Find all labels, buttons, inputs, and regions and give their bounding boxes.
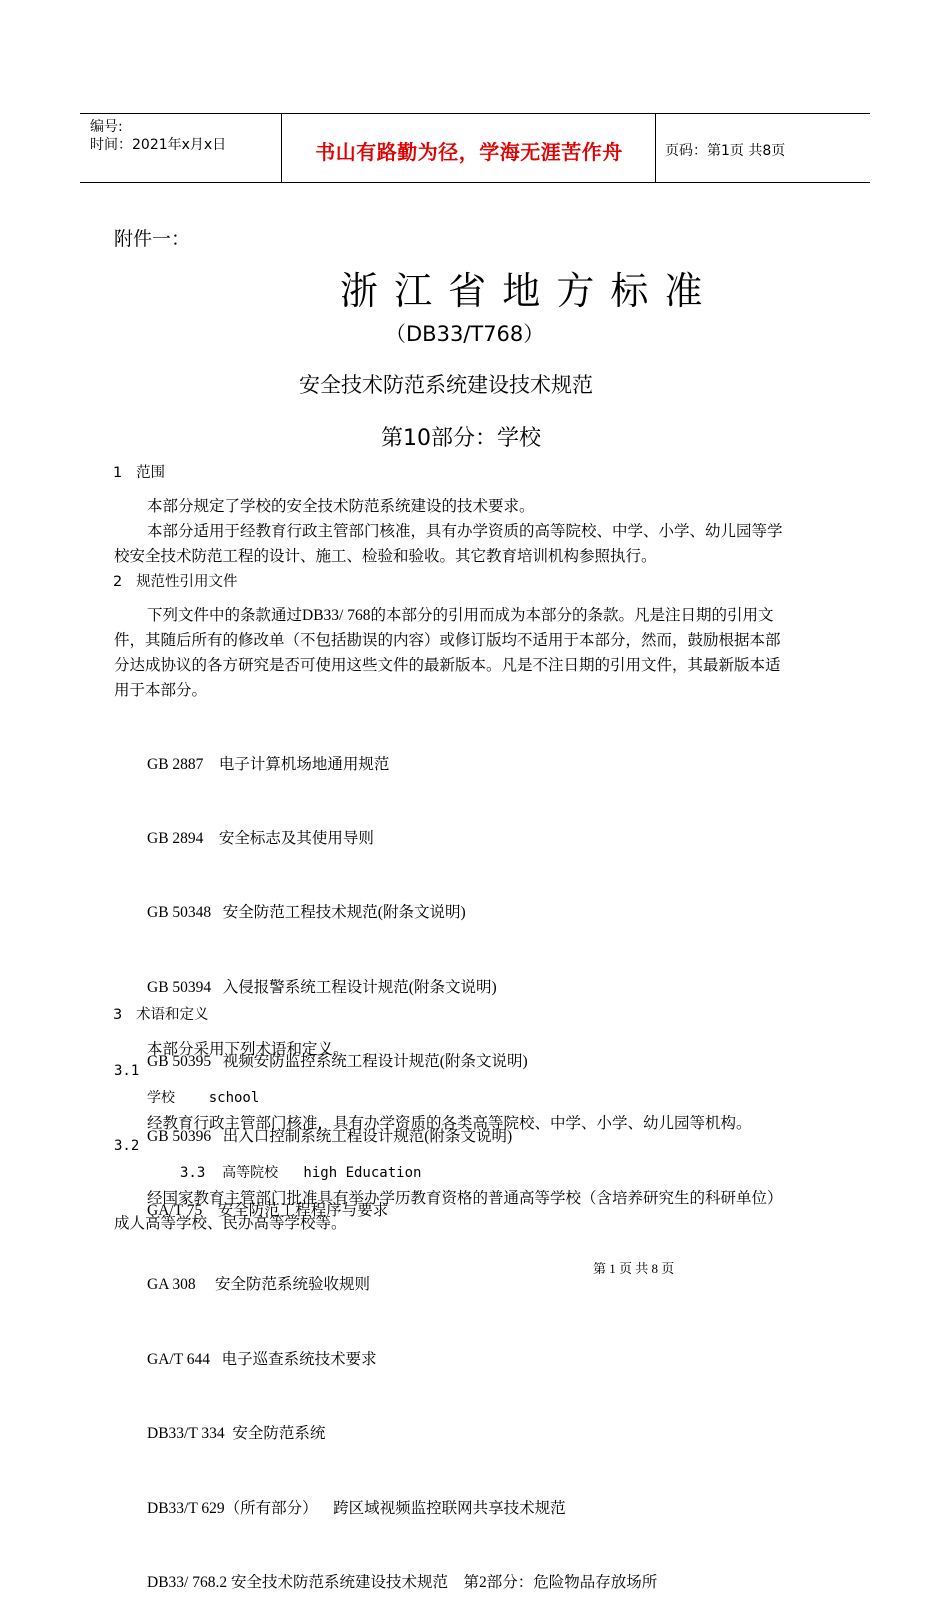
paragraph: 本部分适用于经教育行政主管部门核准，具有办学资质的高等院校、中学、小学、幼儿园等学 — [147, 523, 783, 540]
paragraph: 分达成协议的各方研究是否可使用这些文件的最新版本。凡是不注日期的引用文件，其最新版本适 — [114, 657, 781, 674]
header-divider — [655, 114, 656, 182]
attachment-label: 附件一： — [114, 228, 191, 250]
term: 学校 school — [147, 1090, 260, 1106]
page-footer: 第 1 页 共 8 页 — [593, 1261, 675, 1276]
reference-item: GA/T 75 安全防范工程程序与要求 — [147, 1201, 389, 1219]
section-number: 1 — [113, 465, 123, 481]
definition: 经教育行政主管部门核准，具有办学资质的各类高等院校、中学、小学、幼儿园等机构。 — [147, 1115, 752, 1132]
reference-item: DB33/ 768.2 安全技术防范系统建设技术规范 第2部分：危险物品存放场所 — [147, 1573, 658, 1591]
page-header — [80, 113, 870, 183]
header-motto: 书山有路勤为径，学海无涯苦作舟 — [315, 140, 623, 164]
clause-number: 3.1 — [114, 1063, 140, 1079]
paragraph: 本部分规定了学校的安全技术防范系统建设的技术要求。 — [147, 498, 535, 515]
header-meta — [90, 118, 226, 154]
reference-item: DB33/T 334 安全防范系统 — [147, 1425, 326, 1443]
reference-item: GB 50394 入侵报警系统工程设计规范(附条文说明) — [147, 978, 497, 996]
paragraph: 本部分采用下列术语和定义。 — [147, 1041, 349, 1058]
document-title: 浙 江 省 地 方 标 准 — [340, 269, 705, 313]
section-title: 范围 — [136, 465, 166, 481]
definition: 经国家教育主管部门批准具有举办学历教育资格的普通高等学校（含培养研究生的科研单位） — [147, 1190, 783, 1207]
reference-item: GB 50348 安全防范工程技术规范(附条文说明) — [147, 904, 466, 922]
reference-item: DB33/T 629（所有部分） 跨区域视频监控联网共享技术规范 — [147, 1499, 566, 1517]
reference-item: GA/T 644 电子巡查系统技术要求 — [147, 1350, 377, 1368]
paragraph: 下列文件中的条款通过DB33/ 768的本部分的引用而成为本部分的条款。凡是注日期的引用文 — [147, 607, 774, 624]
header-page-label: 页码：第1页 共8页 — [665, 143, 786, 159]
document-part: 第10部分：学校 — [381, 426, 541, 451]
paragraph: 用于本部分。 — [114, 682, 208, 699]
paragraph: 校安全技术防范工程的设计、施工、检验和验收。其它教育培训机构参照执行。 — [114, 548, 657, 565]
reference-item: GB 50395 视频安防监控系统工程设计规范(附条文说明) — [147, 1053, 528, 1071]
section-title: 规范性引用文件 — [136, 574, 238, 590]
document-code: （DB33/T768） — [385, 322, 545, 346]
document-subtitle: 安全技术防范系统建设技术规范 — [299, 373, 593, 397]
definition: 成人高等学校、民办高等学校等。 — [114, 1215, 347, 1232]
section-number: 3 — [113, 1007, 123, 1023]
section-heading — [113, 570, 238, 591]
reference-item: GB 2887 电子计算机场地通用规范 — [147, 755, 390, 773]
paragraph: 件，其随后所有的修改单（不包括勘误的内容）或修订版均不适用于本部分，然而，鼓励根据本部 — [114, 632, 781, 649]
reference-item: GB 2894 安全标志及其使用导则 — [147, 829, 374, 847]
section-heading — [113, 1003, 209, 1024]
document-time-label: 时间：2021年x月x日 — [90, 137, 227, 153]
reference-item: GB 50396 出入口控制系统工程设计规范(附条文说明) — [147, 1127, 513, 1145]
reference-item: GA 308 安全防范系统验收规则 — [147, 1276, 371, 1294]
term: 3.3 高等院校 high Education — [180, 1165, 422, 1181]
section-heading — [113, 461, 165, 482]
section-title: 术语和定义 — [136, 1007, 209, 1023]
clause-number: 3.2 — [114, 1138, 140, 1154]
section-number: 2 — [113, 574, 123, 590]
document-number-label: 编号: — [90, 119, 123, 135]
